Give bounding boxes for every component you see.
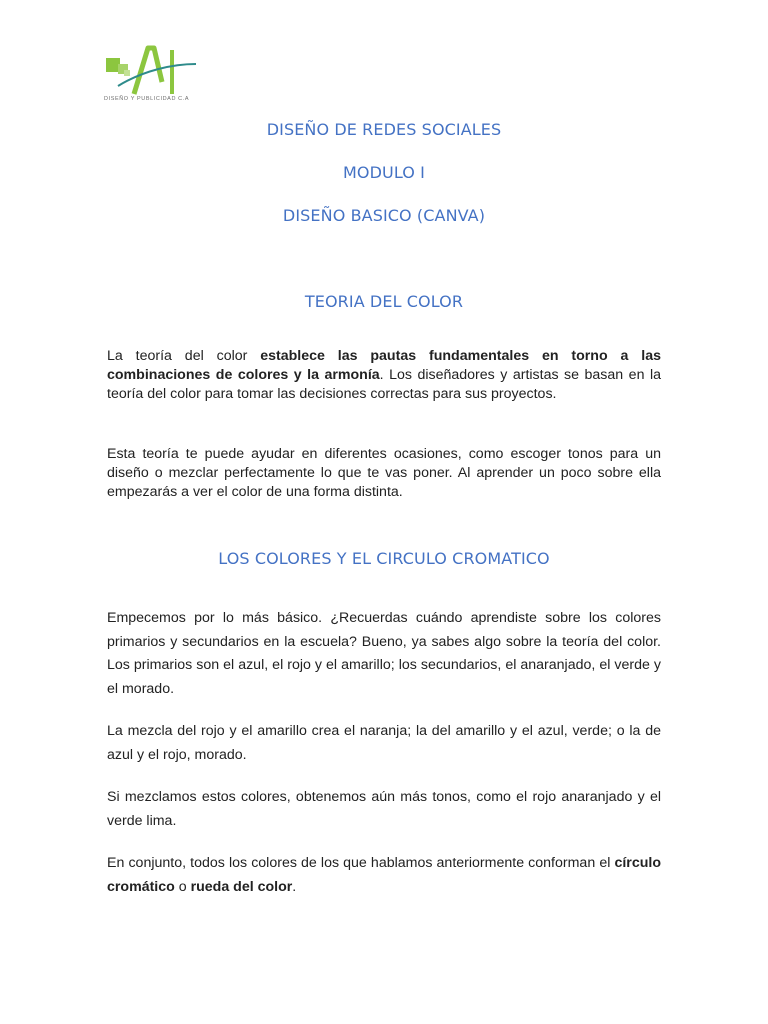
bold-circulo: círculo cromático — [107, 855, 661, 895]
section-heading-teoria: TEORIA DEL COLOR — [304, 292, 464, 311]
paragraph-teoria-intro: La teoría del color establece las pautas fundamentales en torno a las combinaciones de colores y la armonía. Los diseñadores y artistas se basan en la teoría del color para tomar las decisiones correctas para sus proyectos. — [107, 348, 661, 402]
logo-mark-icon — [104, 42, 200, 98]
company-logo — [104, 42, 200, 108]
paragraph-conjunto: En conjunto, todos los colores de los que hablamos anteriormente conforman el círculo cromático o rueda del color. — [107, 855, 661, 895]
paragraph-colores-basicos: Empecemos por lo más básico. ¿Recuerdas cuándo aprendiste sobre los colores primarios y secundarios en la escuela? Bueno, ya sabes algo sobre la teoría del color. Los primarios son el azul, el rojo y el amarillo; los secundarios, el anaranjado, el verde y el morado. — [107, 610, 661, 697]
logo-caption: DISEÑO Y PUBLICIDAD C.A — [104, 96, 190, 102]
bold-rueda: rueda del color — [190, 878, 293, 895]
course-title: DISEÑO BASICO (CANVA) — [282, 206, 486, 225]
document-title: DISEÑO DE REDES SOCIALES — [266, 120, 502, 139]
section-heading-circulo: LOS COLORES Y EL CIRCULO CROMATICO — [218, 549, 550, 568]
paragraph-mezcla: La mezcla del rojo y el amarillo crea el naranja; la del amarillo y el azul, verde; o la de azul y el rojo, morado. — [107, 723, 661, 763]
paragraph-mas-tonos: Si mezclamos estos colores, obtenemos aún más tonos, como el rojo anaranjado y el verde lima. — [107, 789, 661, 829]
module-title: MODULO I — [343, 163, 425, 182]
bold-emphasis: establece las pautas fundamentales en torno a las combinaciones de colores y la armonía — [107, 348, 661, 383]
paragraph-teoria-uso: Esta teoría te puede ayudar en diferentes ocasiones, como escoger tonos para un diseño o mezclar perfectamente lo que te vas poner. Al aprender un poco sobre ella empezarás a ver el color de una forma distinta. — [107, 446, 661, 500]
